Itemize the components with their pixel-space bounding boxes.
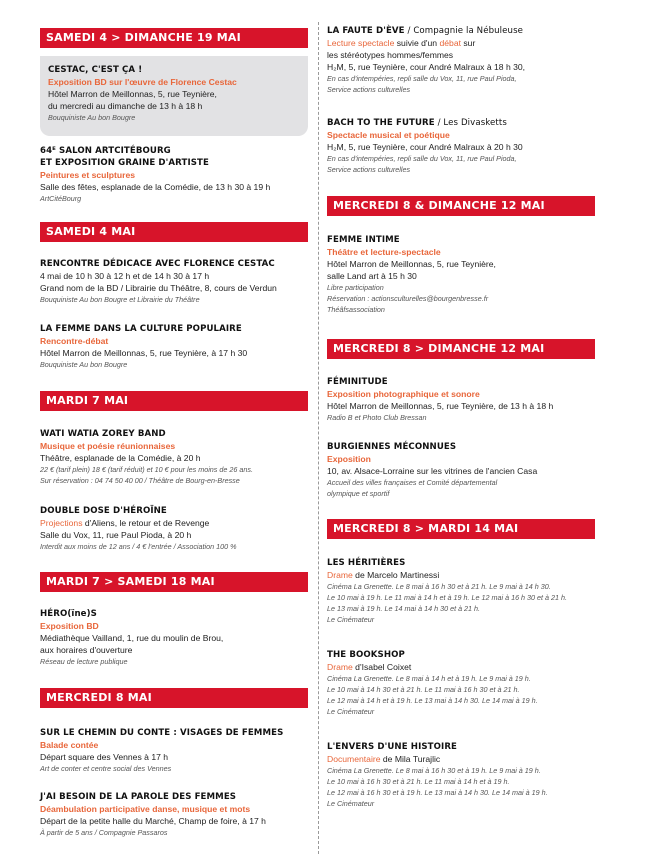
column-divider bbox=[318, 22, 319, 854]
event-place: Médiathèque Vailland, 1, rue du moulin de Brou, bbox=[40, 633, 224, 643]
event-organizer: Le Cinémateur bbox=[327, 799, 375, 808]
event-heritieres bbox=[327, 557, 567, 625]
event-text: sur bbox=[461, 38, 476, 48]
event-organizer: À partir de 5 ans / Compagnie Passaros bbox=[40, 828, 168, 837]
event-category: Projections bbox=[40, 518, 83, 528]
event-category: Peintures et sculptures bbox=[40, 170, 136, 180]
event-schedule: Cinéma La Grenette. Le 8 mai à 16 h 30 et à 21 h. Le 9 mai à 14 h 30. bbox=[327, 582, 551, 591]
event-organizer: Bouquiniste Au bon Bougre et Librairie du Théâtre bbox=[40, 295, 200, 304]
event-schedule: Cinéma La Grenette. Le 8 mai à 14 h et à 19 h. Le 9 mai à 19 h. bbox=[327, 674, 531, 683]
event-femme-intime bbox=[327, 234, 496, 315]
event-title: LA FAUTE D'ÈVE bbox=[327, 26, 405, 36]
event-burgiennes bbox=[327, 441, 537, 499]
date-banner: MERCREDI 8 & DIMANCHE 12 MAI bbox=[327, 196, 595, 216]
event-category: Exposition photographique et sonore bbox=[327, 389, 480, 399]
event-place: Hôtel Marron de Meillonnas, 5, rue Teynière, bbox=[327, 259, 496, 269]
event-place: du mercredi au dimanche de 13 h à 18 h bbox=[48, 101, 203, 111]
event-schedule: Le 13 mai à 19 h. Le 14 mai à 14 h 30 et à 21 h. bbox=[327, 604, 481, 613]
event-company: / Compagnie la Nébuleuse bbox=[404, 26, 524, 36]
event-title: CESTAC, C'EST ÇA ! bbox=[48, 65, 143, 75]
event-title: RENCONTRE DÉDICACE AVEC FLORENCE CESTAC bbox=[40, 259, 275, 269]
event-title: THE BOOKSHOP bbox=[327, 650, 405, 660]
event-femme-culture bbox=[40, 323, 247, 370]
event-organizer: Sur réservation : 04 74 50 40 00 / Théâtre de Bourg-en-Bresse bbox=[40, 476, 240, 485]
event-organizer: Bouquiniste Au bon Bougre bbox=[48, 113, 136, 122]
event-wati-watia bbox=[40, 428, 253, 486]
event-director: de Marcelo Martinessi bbox=[352, 570, 440, 580]
event-title: L'ENVERS D'UNE HISTOIRE bbox=[327, 742, 458, 752]
event-title: FEMME INTIME bbox=[327, 235, 400, 245]
event-title: FÉMINITUDE bbox=[327, 377, 388, 387]
event-organizer: Théâfsassociation bbox=[327, 305, 385, 314]
event-title: ET EXPOSITION GRAINE D'ARTISTE bbox=[40, 158, 209, 168]
event-organizer: Service actions culturelles bbox=[327, 165, 411, 174]
event-category: Musique et poésie réunionnaises bbox=[40, 441, 176, 451]
date-banner: SAMEDI 4 MAI bbox=[40, 222, 308, 242]
event-schedule: Le 12 mai à 16 h 30 et à 19 h. Le 13 mai à 14 h 30. Le 14 mai à 19 h. bbox=[327, 788, 548, 797]
event-title: SUR LE CHEMIN DU CONTE : VISAGES DE FEMMES bbox=[40, 728, 284, 738]
event-double-dose bbox=[40, 505, 236, 552]
event-category: Documentaire bbox=[327, 754, 381, 764]
event-category: Balade contée bbox=[40, 740, 99, 750]
event-salon bbox=[40, 145, 270, 204]
event-place: Départ de la petite halle du Marché, Champ de foire, à 17 h bbox=[40, 816, 266, 826]
event-text: suivie d'un bbox=[394, 38, 440, 48]
date-banner: MERCREDI 8 MAI bbox=[40, 688, 308, 708]
event-place: salle Land art à 15 h 30 bbox=[327, 271, 417, 281]
event-title: LA FEMME DANS LA CULTURE POPULAIRE bbox=[40, 324, 242, 334]
event-organizer: Bouquiniste Au bon Bougre bbox=[40, 360, 128, 369]
event-schedule: Le 10 mai à 14 h 30 et à 21 h. Le 11 mai à 16 h 30 et à 21 h. bbox=[327, 685, 520, 694]
date-banner: MERCREDI 8 > MARDI 14 MAI bbox=[327, 519, 595, 539]
event-organizer: Art de conter et centre social des Vennes bbox=[40, 764, 172, 773]
event-note: Libre participation bbox=[327, 283, 384, 292]
event-cestac bbox=[48, 64, 237, 123]
event-chemin-conte bbox=[40, 727, 283, 774]
event-organizer: Accueil des villes françaises et Comité départemental bbox=[327, 478, 498, 487]
event-title: BURGIENNES MÉCONNUES bbox=[327, 442, 457, 452]
event-category: Drame bbox=[327, 570, 353, 580]
event-category: Exposition BD bbox=[40, 621, 99, 631]
event-organizer: Le Cinémateur bbox=[327, 707, 375, 716]
event-category: Rencontre-débat bbox=[40, 336, 109, 346]
event-bookshop bbox=[327, 649, 538, 717]
event-organizer: Service actions culturelles bbox=[327, 85, 411, 94]
event-schedule: Le 10 mai à 19 h. Le 11 mai à 14 h et à 19 h. Le 12 mai à 16 h 30 et à 21 h. bbox=[327, 593, 568, 602]
event-envers-histoire bbox=[327, 741, 548, 809]
event-organizer: Réseau de lecture publique bbox=[40, 657, 128, 666]
event-bach bbox=[327, 117, 523, 175]
event-parole-femmes bbox=[40, 791, 266, 838]
event-title: DOUBLE DOSE D'HÉROÏNE bbox=[40, 506, 167, 516]
event-place: les stéréotypes hommes/femmes bbox=[327, 50, 454, 60]
event-place: aux horaires d'ouverture bbox=[40, 645, 133, 655]
event-director: de Mila Turajlic bbox=[380, 754, 441, 764]
event-category: Exposition bbox=[327, 454, 371, 464]
event-place: Hôtel Marron de Meillonnas, 5, rue Teynière, bbox=[48, 89, 217, 99]
date-banner: MERCREDI 8 > DIMANCHE 12 MAI bbox=[327, 339, 595, 359]
event-title: J'AI BESOIN DE LA PAROLE DES FEMMES bbox=[40, 792, 237, 802]
event-place: Hôtel Marron de Meillonnas, 5, rue Teynière, à 17 h 30 bbox=[40, 348, 248, 358]
event-category: Exposition BD sur l'œuvre de Florence Cestac bbox=[48, 77, 237, 87]
date-banner: MARDI 7 MAI bbox=[40, 391, 308, 411]
event-schedule: Cinéma La Grenette. Le 8 mai à 16 h 30 et à 19 h. Le 9 mai à 19 h. bbox=[327, 766, 541, 775]
event-place: Départ square des Vennes à 17 h bbox=[40, 752, 169, 762]
event-faute-eve bbox=[327, 25, 525, 95]
event-title: BACH TO THE FUTURE bbox=[327, 118, 435, 128]
event-reservation: Réservation : actionsculturelles@bourgenbresse.fr bbox=[327, 294, 489, 303]
event-organizer: Le Cinémateur bbox=[327, 615, 375, 624]
event-schedule: Le 10 mai à 16 h 30 et à 21 h. Le 11 mai à 14 h et à 19 h. bbox=[327, 777, 510, 786]
event-note: En cas d'intempéries, repli salle du Vox, 11, rue Paul Pioda, bbox=[327, 74, 517, 83]
event-category: débat bbox=[439, 38, 461, 48]
event-category: Déambulation participative danse, musique et mots bbox=[40, 804, 251, 814]
event-category: Drame bbox=[327, 662, 353, 672]
event-place: H₂M, 5, rue Teynière, cour André Malraux à 18 h 30, bbox=[327, 62, 526, 72]
event-place: Hôtel Marron de Meillonnas, 5, rue Teynière, de 13 h à 18 h bbox=[327, 401, 554, 411]
event-price: 22 € (tarif plein) 18 € (tarif réduit) et 10 € pour les moins de 26 ans. bbox=[40, 465, 253, 474]
event-company: / Les Divasketts bbox=[434, 118, 507, 128]
event-schedule: Le 12 mai à 14 h et à 19 h. Le 13 mai à 14 h 30. Le 14 mai à 19 h. bbox=[327, 696, 538, 705]
date-banner: MARDI 7 > SAMEDI 18 MAI bbox=[40, 572, 308, 592]
event-place: Salle des fêtes, esplanade de la Comédie, de 13 h 30 à 19 h bbox=[40, 182, 271, 192]
event-heroines bbox=[40, 608, 223, 667]
event-note: En cas d'intempéries, repli salle du Vox, 11, rue Paul Pioda, bbox=[327, 154, 517, 163]
event-place: H₂M, 5, rue Teynière, cour André Malraux à 20 h 30 bbox=[327, 142, 523, 152]
event-organizer: Interdit aux moins de 12 ans / 4 € l'entrée / Association 100 % bbox=[40, 542, 237, 551]
event-director: d'Isabel Coixet bbox=[352, 662, 412, 672]
event-place: 10, av. Alsace-Lorraine sur les vitrines de l'ancien Casa bbox=[327, 466, 538, 476]
event-feminitude bbox=[327, 376, 553, 423]
event-organizer: Radio B et Photo Club Bressan bbox=[327, 413, 427, 422]
date-banner: SAMEDI 4 > DIMANCHE 19 MAI bbox=[40, 28, 308, 48]
event-subtitle: d'Aliens, le retour et de Revenge bbox=[82, 518, 210, 528]
event-category: Lecture spectacle bbox=[327, 38, 395, 48]
event-place: Salle du Vox, 11, rue Paul Pioda, à 20 h bbox=[40, 530, 192, 540]
event-category: Spectacle musical et poétique bbox=[327, 130, 450, 140]
event-title: WATI WATIA ZOREY BAND bbox=[40, 429, 166, 439]
event-title: HÉRO(ïne)S bbox=[40, 609, 97, 619]
event-category: Théâtre et lecture-spectacle bbox=[327, 247, 441, 257]
event-organizer: ArtCitéBourg bbox=[40, 194, 82, 203]
event-organizer: olympique et sportif bbox=[327, 489, 390, 498]
event-place: Théâtre, esplanade de la Comédie, à 20 h bbox=[40, 453, 201, 463]
event-title: 64ᴱ SALON ARTCITÉBOURG bbox=[40, 146, 171, 156]
event-title: LES HÉRITIÈRES bbox=[327, 558, 406, 568]
event-place: Grand nom de la BD / Librairie du Théâtre, 8, cours de Verdun bbox=[40, 283, 277, 293]
event-dedicace bbox=[40, 258, 277, 305]
event-place: 4 mai de 10 h 30 à 12 h et de 14 h 30 à 17 h bbox=[40, 271, 210, 281]
